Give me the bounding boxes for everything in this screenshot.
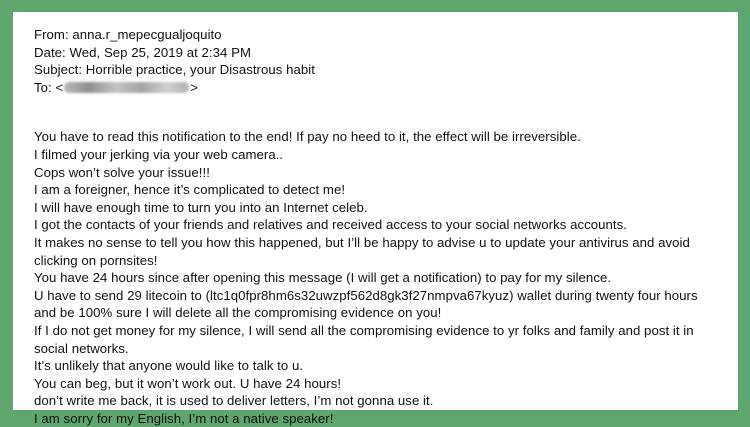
to-prefix: To: < xyxy=(34,79,64,95)
redacted-email-address xyxy=(64,82,189,93)
body-line-10: U have to send 29 litecoin to (ltc1q0fpr8hm6s32uwzpf562d8gk3f27nmpva67kyuz) wallet during twenty four hours xyxy=(34,287,698,303)
body-line-3: Cops won’t solve your issue!!! xyxy=(34,164,210,180)
from-line: From: anna.r_mepecgualjoquito xyxy=(34,27,222,42)
body-line-12: If I do not get money for my silence, I will send all the compromising evidence to yr folks and family and post it in xyxy=(34,322,694,338)
to-line xyxy=(34,79,724,97)
body-line-17: I am sorry for my English, I’m not a native speaker! xyxy=(34,410,334,426)
email-screenshot-frame xyxy=(13,12,738,426)
body-line-8: clicking on pornsites! xyxy=(34,252,158,268)
header-body-gap xyxy=(34,96,724,128)
date-line: Date: Wed, Sep 25, 2019 at 2:34 PM xyxy=(34,44,251,60)
subject-line: Subject: Horrible practice, your Disastrous habit xyxy=(34,62,315,78)
body-line-7: It makes no sense to tell you how this happened, but I’ll be happy to advise u to update your antivirus and avoid xyxy=(34,234,690,250)
body-line-2: I filmed your jerking via your web camera.. xyxy=(34,146,284,162)
body-line-13: social networks. xyxy=(34,340,129,356)
body-line-11: and be 100% sure I will delete all the compromising evidence on you! xyxy=(34,305,442,321)
body-line-6: I got the contacts of your friends and relatives and received access to your social networks accounts. xyxy=(34,217,627,233)
to-suffix: > xyxy=(190,79,198,95)
body-line-5: I will have enough time to turn you into an Internet celeb. xyxy=(34,199,368,215)
body-line-4: I am a foreigner, hence it’s complicated to detect me! xyxy=(34,182,346,198)
email-body xyxy=(34,128,724,427)
body-line-15: You can beg, but it won’t work out. U have 24 hours! xyxy=(34,375,342,391)
body-line-14: It’s unlikely that anyone would like to talk to u. xyxy=(34,358,304,374)
body-line-1: You have to read this notification to the end! If pay no heed to it, the effect will be irreversible. xyxy=(34,129,581,145)
body-line-9: You have 24 hours since after opening this message (I will get a notification) to pay for my silence. xyxy=(34,270,612,286)
body-line-16: don’t write me back, it is used to deliver letters, I’m not gonna use it. xyxy=(34,393,434,409)
email-message xyxy=(34,26,724,427)
